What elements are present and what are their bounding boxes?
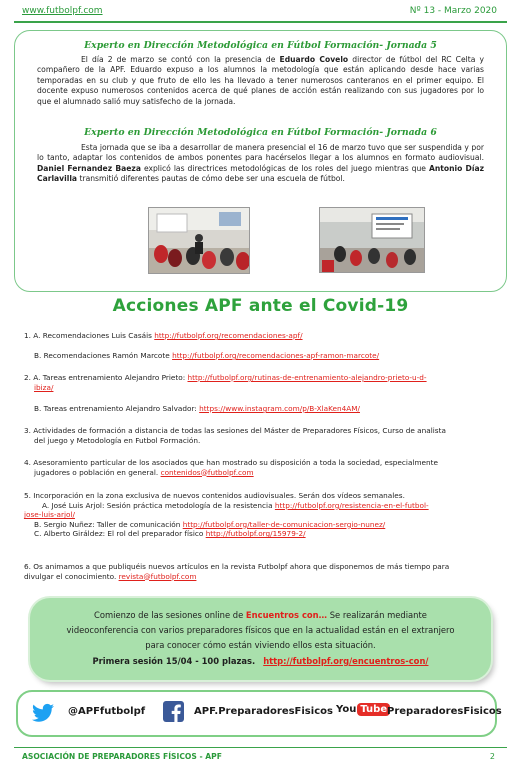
link[interactable]: http://futbolpf.org/recomendaciones-apf-ramon-marcote/ xyxy=(172,351,380,360)
social-bar xyxy=(16,690,502,737)
link[interactable]: http://futbolpf.org/taller-de-comunicacion-sergio-nunez/ xyxy=(182,519,386,529)
link[interactable]: ibiza/ xyxy=(34,382,54,392)
list-item: 1. A. Recomendaciones Luis Casáis http://futbolpf.org/recomendaciones-apf/ xyxy=(24,331,303,340)
speaker-name: Daniel Fernandez Baeza xyxy=(37,163,141,173)
header-divider xyxy=(14,21,507,23)
classroom-photo-1 xyxy=(148,207,250,274)
footer-divider xyxy=(14,747,507,748)
section-paragraph-jornada-6: Esta jornada que se iba a desarrollar de manera presencial el 16 de marzo tuvo que ser suspendida y por lo tanto, adaptar los contenidos de ambos ponentes para hacérselos llegar a los alumnos en formato audiovisual. Daniel Fernandez Baeza explicó las directrices metodológicas de los roles del juego mientras que Antonio Díaz Carlavilla transmitió diferentes pautas de cómo debe ser una escuela de fútbol. xyxy=(37,143,484,184)
list-item: 4. Asesoramiento particular de los asociados que han mostrado su disposición a toda la sociedad, especialmente jugadores o población en general. contenidos@futbolpf.com xyxy=(24,458,439,477)
news-box xyxy=(14,30,507,292)
list-item: 2. A. Tareas entrenamiento Alejandro Prieto: http://futbolpf.org/rutinas-de-entrenamiento-alejandro-prieto-u-d- ibiza/ xyxy=(24,373,427,392)
encuentros-link[interactable]: http://futbolpf.org/encuentros-con/ xyxy=(263,656,429,666)
email-link[interactable]: revista@futbolpf.com xyxy=(118,571,197,581)
list-item: 6. Os animamos a que publiquéis nuevos artículos en la revista Futbolpf ahora que disponemos de más tiempo para divulgar el conocimiento. revista@futbolpf.com xyxy=(24,562,450,581)
link[interactable]: http://futbolpf.org/resistencia-en-el-futbol- xyxy=(274,500,429,510)
footer-org: ASOCIACIÓN DE PREPARADORES FÍSICOS - APF xyxy=(22,752,222,761)
twitter-handle[interactable]: @APFfutbolpf xyxy=(68,706,146,717)
speaker-name: Antonio Díaz Carlavilla xyxy=(37,163,484,184)
list-item: B. Recomendaciones Ramón Marcote http://futbolpf.org/recomendaciones-apf-ramon-marcote/ xyxy=(34,351,380,360)
list-item: 5. Incorporación en la zona exclusiva de nuevos contenidos audiovisuales. Serán dos vídeos semanales. A. José Luis Arjol: Sesión práctica metodología de la resistencia http://futbolpf.org/resistencia-en-el-futbol- jose-luis-arjol/ B. Sergio Nuñez: Taller de comunicación http://futbolpf.org/taller-de-comunicacion-sergio-nunez/ C. Alberto Giráldez: El rol del preparador físico http://futbolpf.org/15979-2/ xyxy=(24,491,429,539)
promo-line: para conocer cómo están viviendo ellos esta situación. xyxy=(145,640,376,650)
youtube-handle[interactable]: PreparadoresFisicos xyxy=(387,706,502,717)
list-item: 3. Actividades de formación a distancia de todas las sesiones del Máster de Preparadores Físicos, Curso de analista del juego y Metodología en Futbol Formación. xyxy=(24,426,446,445)
email-link[interactable]: contenidos@futbolpf.com xyxy=(160,467,254,477)
section-title-jornada-5: Experto en Dirección Metodológica en Fútbol Formación- Jornada 5 xyxy=(84,40,437,51)
youtube-icon[interactable]: You Tube xyxy=(336,703,390,716)
list-item: B. Tareas entrenamiento Alejandro Salvador: https://www.instagram.com/p/B-XlaKen4AM/ xyxy=(34,404,360,413)
link[interactable]: http://futbolpf.org/rutinas-de-entrenamiento-alejandro-prieto-u-d- xyxy=(187,373,427,382)
link[interactable]: jose-luis-arjol/ xyxy=(24,510,75,520)
section-title-jornada-6: Experto en Dirección Metodológica en Fútbol Formación- Jornada 6 xyxy=(84,127,437,138)
promo-line: videoconferencia con varios preparadores físicos que en la actualidad están en el extranjero xyxy=(66,625,455,635)
covid-section-title: Acciones APF ante el Covid-19 xyxy=(112,296,409,316)
section-paragraph-jornada-5: El día 2 de marzo se contó con la presencia de Eduardo Covelo director de fútbol del RC Celta y compañero de la APF. Eduardo expuso a los alumnos la metodología que están aplicando desde hace varias temporadas en su club y que fruto de ello les ha llevado a tener numerosos canteranos en el primer equipo. El docente expuso numerosos contenidos acerca de qué planes de acción están realizando con sus jugadores por lo que el alumnado salió muy satisfecho de la jornada. xyxy=(37,55,485,106)
link[interactable]: http://futbolpf.org/recomendaciones-apf/ xyxy=(154,331,303,340)
speaker-name: Eduardo Covelo xyxy=(279,55,349,64)
issue-label: Nº 13 - Marzo 2020 xyxy=(409,6,497,16)
site-link[interactable]: www.futbolpf.com xyxy=(22,6,103,16)
link[interactable]: http://futbolpf.org/15979-2/ xyxy=(205,529,306,539)
encuentros-promo-box xyxy=(30,598,491,680)
promo-line: Primera sesión 15/04 - 100 plazas. http://futbolpf.org/encuentros-con/ xyxy=(92,656,429,666)
page-number: 2 xyxy=(489,752,495,761)
facebook-icon[interactable] xyxy=(163,701,184,722)
link[interactable]: https://www.instagram.com/p/B-XlaKen4AM/ xyxy=(199,404,360,413)
facebook-handle[interactable]: APF.PreparadoresFisicos xyxy=(194,706,333,717)
twitter-icon[interactable] xyxy=(32,703,54,727)
promo-line: Comienzo de las sesiones online de Encuentros con… Se realizarán mediante xyxy=(94,610,427,620)
classroom-photo-2 xyxy=(319,207,425,273)
